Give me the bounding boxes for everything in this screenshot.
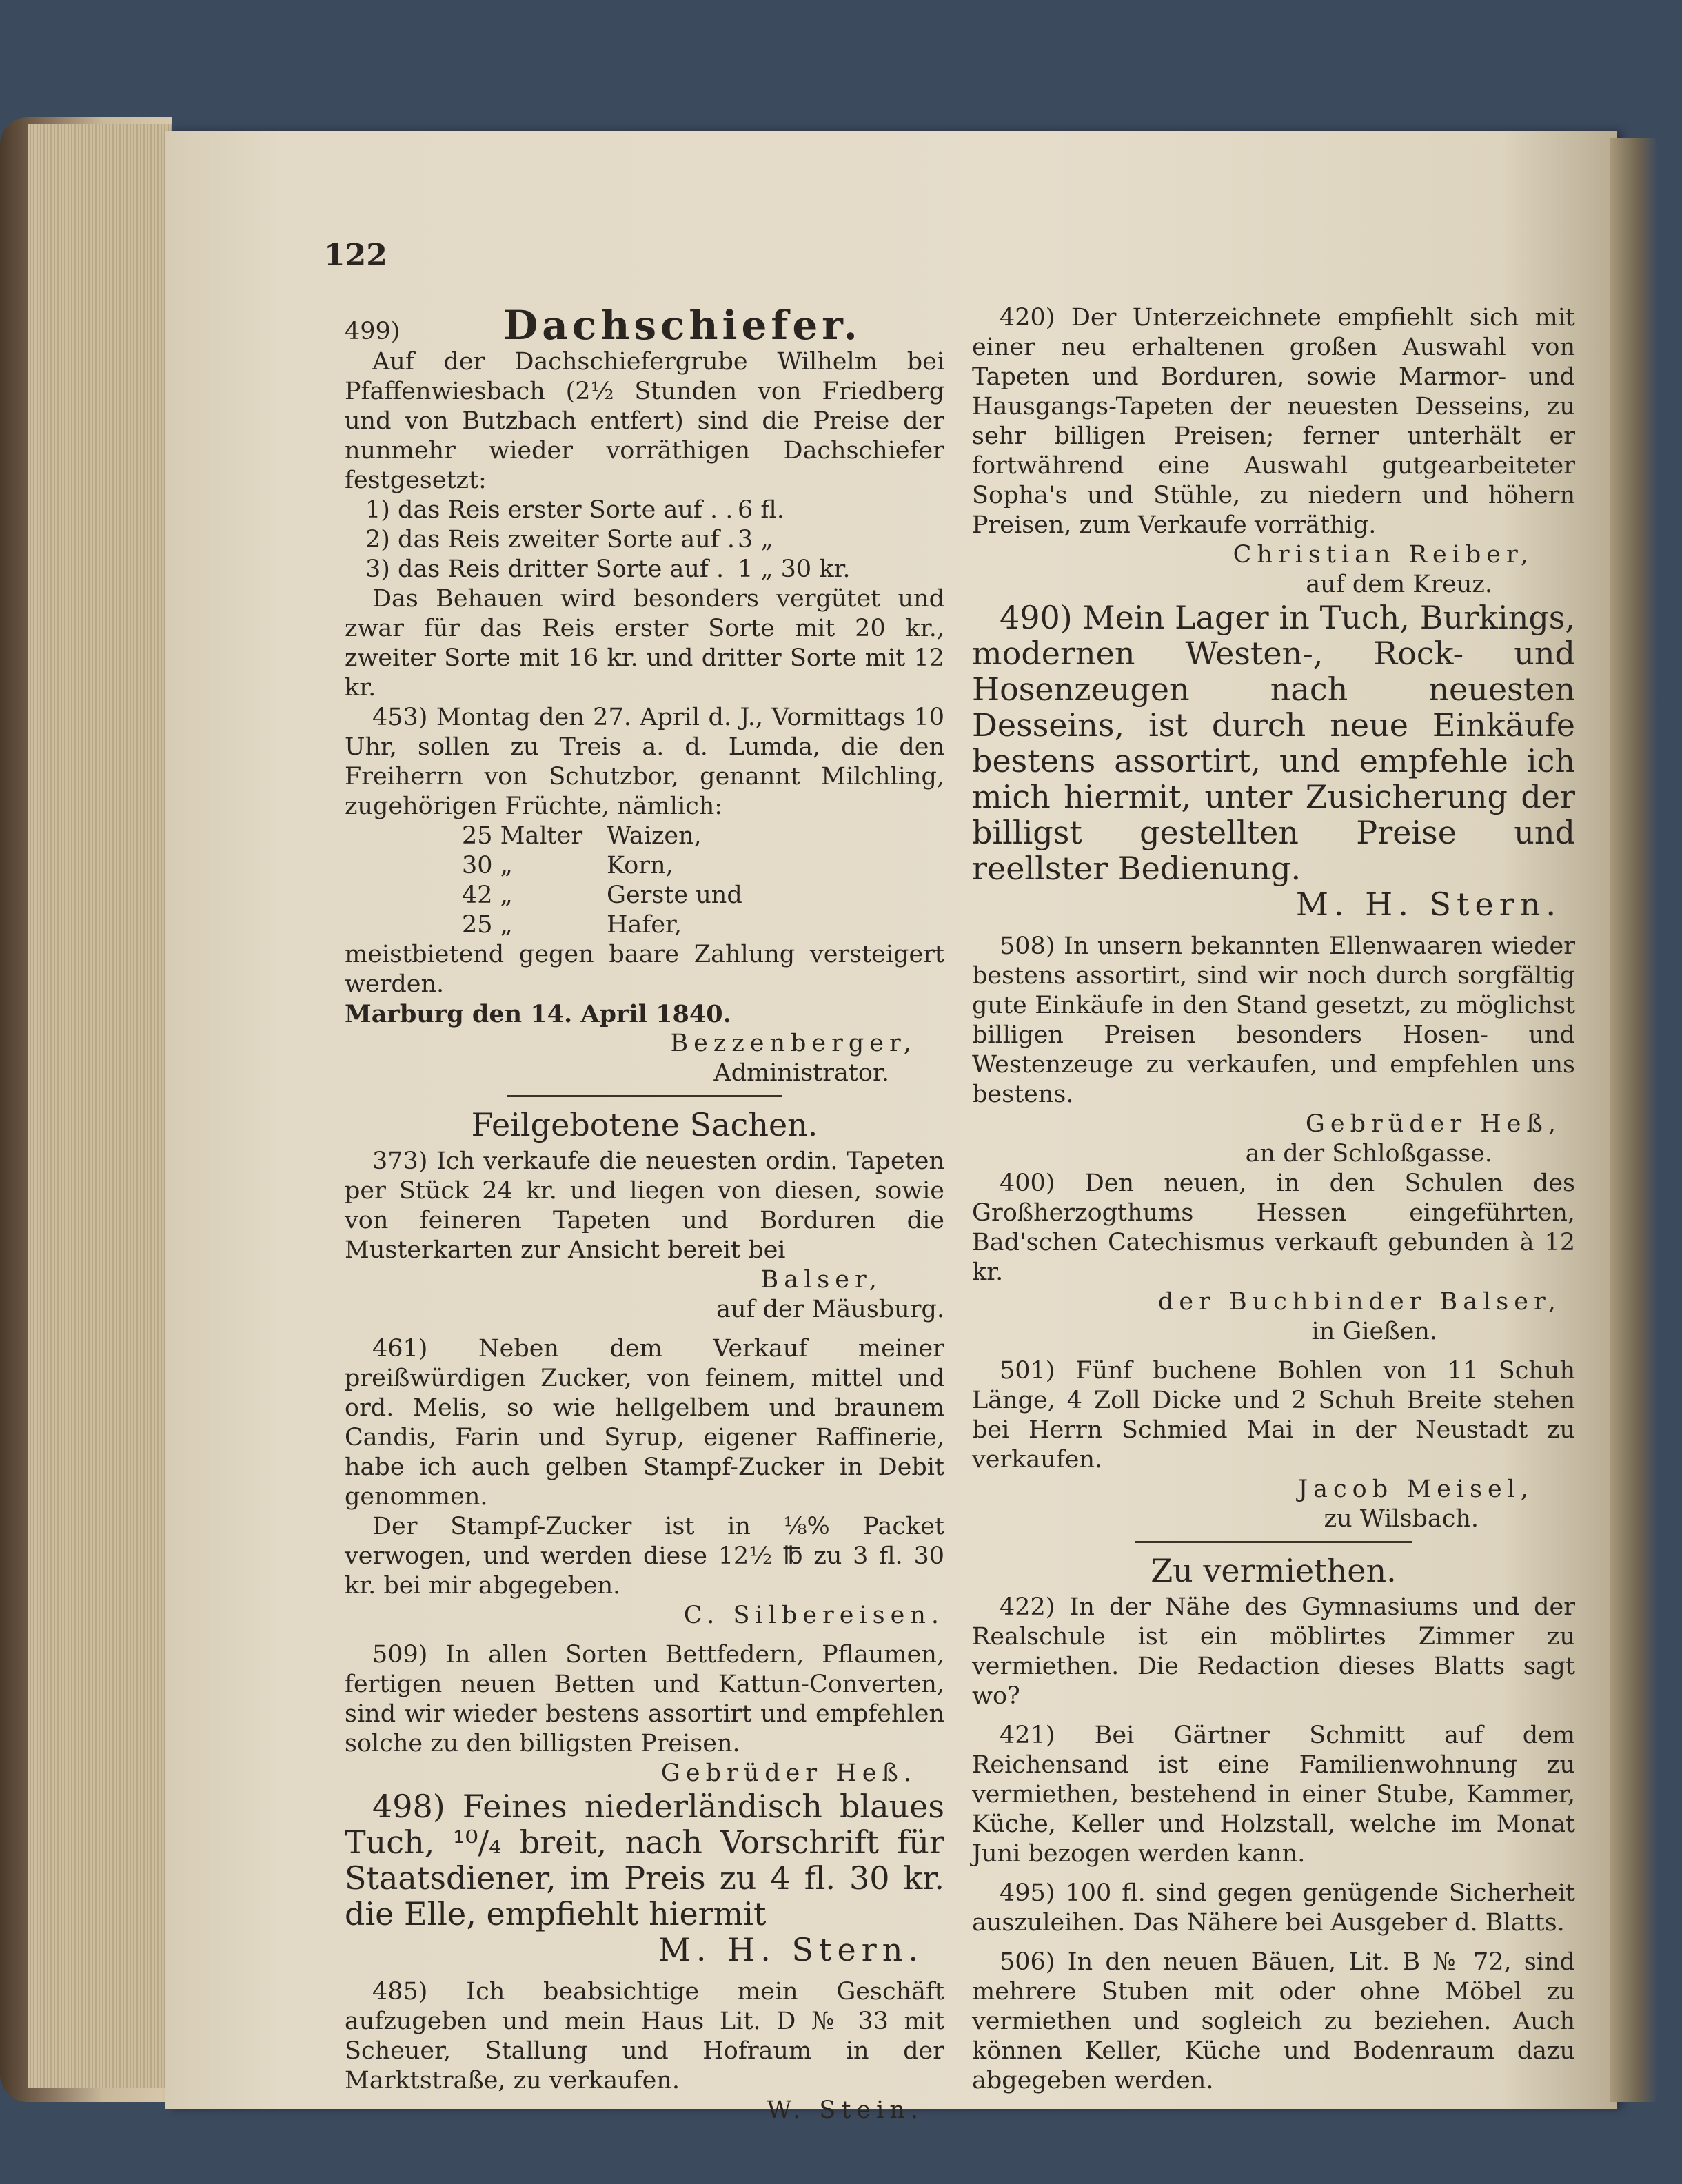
signer: Christian Reiber, xyxy=(1233,541,1534,569)
ad-text: 420) Der Unterzeichnete empfiehlt sich mit einer neu erhaltenen großen Auswahl von Tapeten und Borduren, sowie Marmor- und Hausgangs-Tapeten der neuesten Desseins, zu sehr billigen Preisen; ferner unterhält er fortwährend eine Auswahl gutgearbeiteter Sopha's und Stühle, zu niedern und höhern Preisen, zum Verkaufe vorräthig. xyxy=(972,304,1575,539)
ad-text: 495) 100 fl. sind gegen genügende Sicherheit auszuleihen. Das Nähere bei Ausgeber d. Blatts. xyxy=(972,1879,1575,1937)
signer: W. Stein. xyxy=(767,2096,924,2124)
ad-text: 501) Fünf buchene Bohlen von 11 Schuh Länge, 4 Zoll Dicke und 2 Schuh Breite stehen bei Herrn Schmied Mai in der Neustadt zu verkaufen. xyxy=(972,1357,1575,1473)
price-row: 2) das Reis zweiter Sorte auf . 3 „ xyxy=(365,526,773,553)
ad-495 xyxy=(972,1879,1575,1938)
ad-485 xyxy=(345,1977,944,2125)
ad-373 xyxy=(345,1147,944,1325)
ad-text: 373) Ich verkaufe die neuesten ordin. Tapeten per Stück 24 kr. und liegen von diesen, sowie von feineren Tapeten und Borduren die Musterkarten zur Ansicht bereit bei xyxy=(345,1147,944,1264)
ad-498 xyxy=(345,1788,944,1968)
divider xyxy=(507,1095,782,1097)
ad-text: 509) In allen Sorten Bettfedern, Pflaumen, fertigen neuen Betten und Kattun-Converten, sind wir wieder bestens assortirt und empfehlen solche zu den billigsten Preisen. xyxy=(345,1641,944,1757)
signer: Jacob Meisel, xyxy=(1298,1476,1534,1503)
ad-text: 490) Mein Lager in Tuch, Burkings, modernen Westen-, Rock- und Hosenzeugen nach neuesten Desseins, ist durch neue Einkäufe bestens assortirt, und empfehle ich mich hiermit, unter Zusicherung der billigst gestellten Preise und reellster Bedienung. xyxy=(972,599,1575,887)
section-title: Feilgebotene Sachen. xyxy=(471,1106,818,1143)
ad-506 xyxy=(972,1948,1575,2096)
ad-490 xyxy=(972,600,1575,922)
ad-text: 400) Den neuen, in den Schulen des Großherzogthums Hessen eingeführten, Bad'schen Catechismus verkauft gebunden à 12 kr. xyxy=(972,1170,1575,1286)
signer-place: zu Wilsbach. xyxy=(1324,1505,1479,1533)
signer: Balser, xyxy=(760,1266,882,1294)
price-row: 3) das Reis dritter Sorte auf . 1 „ 30 kr. xyxy=(365,555,851,583)
ad-499 xyxy=(345,303,944,703)
ad-text: 506) In den neuen Bäuen, Lit. B № 72, sind mehrere Stuben mit oder ohne Möbel zu vermiethen und sogleich zu beziehen. Auch können Keller, Küche und Bodenraum dazu abgegeben werden. xyxy=(972,1948,1575,2094)
ad-400 xyxy=(972,1169,1575,1347)
ad-text: 422) In der Nähe des Gymnasiums und der Realschule ist ein möblirtes Zimmer zu vermiethen. Die Redaction dieses Blatts sagt wo? xyxy=(972,1593,1575,1710)
signer-place: in Gießen. xyxy=(1311,1318,1437,1345)
ad-text: 421) Bei Gärtner Schmitt auf dem Reichensand ist eine Familienwohnung zu vermiethen, bestehend in einer Stube, Kammer, Küche, Keller und Holzstall, welche im Monat Juni bezogen werden kann. xyxy=(972,1722,1575,1868)
ad-title: Dachschiefer. xyxy=(503,302,862,349)
section-title: Zu vermiethen. xyxy=(1151,1552,1397,1589)
left-column xyxy=(345,303,944,2125)
signer: Gebrüder Heß. xyxy=(660,1759,917,1787)
ad-note: Das Behauen wird besonders vergütet und zwar für das Reis erster Sorte mit 20 kr., zweiter Sorte mit 16 kr. und dritter Sorte mit 12 kr. xyxy=(345,585,944,702)
signer: Gebrüder Heß, xyxy=(1305,1110,1561,1138)
ad-text: 508) In unsern bekannten Ellenwaaren wieder bestens assortirt, sind wir noch durch sorgfältig gute Einkäufe in den Stand gesetzt, zu möglichst billigen Preisen besonders Hosen- und Westenzeuge zu verkaufen, und empfehlen uns bestens. xyxy=(972,932,1575,1108)
ad-509 xyxy=(345,1640,944,1788)
signer: M. H. Stern. xyxy=(1295,886,1561,923)
grain-row: 25 Malter Waizen, xyxy=(462,822,702,850)
ad-421 xyxy=(972,1721,1575,1869)
ad-501 xyxy=(972,1356,1575,1534)
ad-453 xyxy=(345,703,944,1088)
signer-place: auf der Mäusburg. xyxy=(716,1296,944,1323)
ad-text: 453) Montag den 27. April d. J., Vormittags 10 Uhr, sollen zu Treis a. d. Lumda, die den Freiherrn von Schutzbor, genannt Milchling, zugehörigen Früchte, nämlich: xyxy=(345,704,944,820)
page-number: 122 xyxy=(324,238,387,273)
signer: der Buchbinder Balser, xyxy=(1158,1288,1561,1316)
ad-508 xyxy=(972,932,1575,1169)
ad-461 xyxy=(345,1334,944,1631)
page-stack xyxy=(28,124,172,2088)
price-row: 1) das Reis erster Sorte auf . . 6 fl. xyxy=(365,496,784,524)
ad-closing: meistbietend gegen baare Zahlung versteigert werden. xyxy=(345,941,944,998)
grain-row: 42 „ Gerste und xyxy=(462,881,742,909)
ad-text: Auf der Dachschiefergrube Wilhelm bei Pfaffenwiesbach (2½ Stunden von Friedberg und von Butzbach entfert) sind die Preise der nunmehr wieder vorräthigen Dachschiefer festgesetzt: xyxy=(345,348,944,494)
ad-420 xyxy=(972,303,1575,600)
page-fold-shadow xyxy=(1610,138,1658,2102)
ad-text: Der Stampf-Zucker ist in ⅛% Packet verwogen, und werden diese 12½ ℔ zu 3 fl. 30 kr. bei mir abgegeben. xyxy=(345,1513,944,1600)
ad-number: 499) xyxy=(345,318,401,345)
ad-422 xyxy=(972,1593,1575,1711)
signer-place: auf dem Kreuz. xyxy=(1306,571,1492,598)
signer: C. Silbereisen. xyxy=(683,1602,944,1629)
ad-text: 498) Feines niederländisch blaues Tuch, ¹⁰/₄ breit, nach Vorschrift für Staatsdiener, im Preis zu 4 fl. 30 kr. die Elle, empfiehlt hiermit xyxy=(345,1788,944,1932)
grain-row: 25 „ Hafer, xyxy=(462,911,682,939)
signer: Bezzenberger, xyxy=(670,1030,917,1057)
divider xyxy=(1135,1541,1412,1543)
place-date: Marburg den 14. April 1840. xyxy=(345,1000,731,1028)
signer: M. H. Stern. xyxy=(658,1931,924,1968)
ad-text: 485) Ich beabsichtige mein Geschäft aufzugeben und mein Haus Lit. D № 33 mit Scheuer, Stallung und Hofraum in der Marktstraße, zu verkaufen. xyxy=(345,1978,944,2094)
signer-place: an der Schloßgasse. xyxy=(1245,1140,1492,1167)
right-column xyxy=(972,303,1575,2096)
grain-row: 30 „ Korn, xyxy=(462,852,673,879)
signer-title: Administrator. xyxy=(713,1059,889,1087)
ad-text: 461) Neben dem Verkauf meiner preißwürdigen Zucker, von feinem, mittel und ord. Melis, so wie hellgelbem und braunem Candis, Farin und Syrup, eigener Raffinerie, habe ich auch gelben Stampf-Zucker in Debit genommen. xyxy=(345,1335,944,1511)
